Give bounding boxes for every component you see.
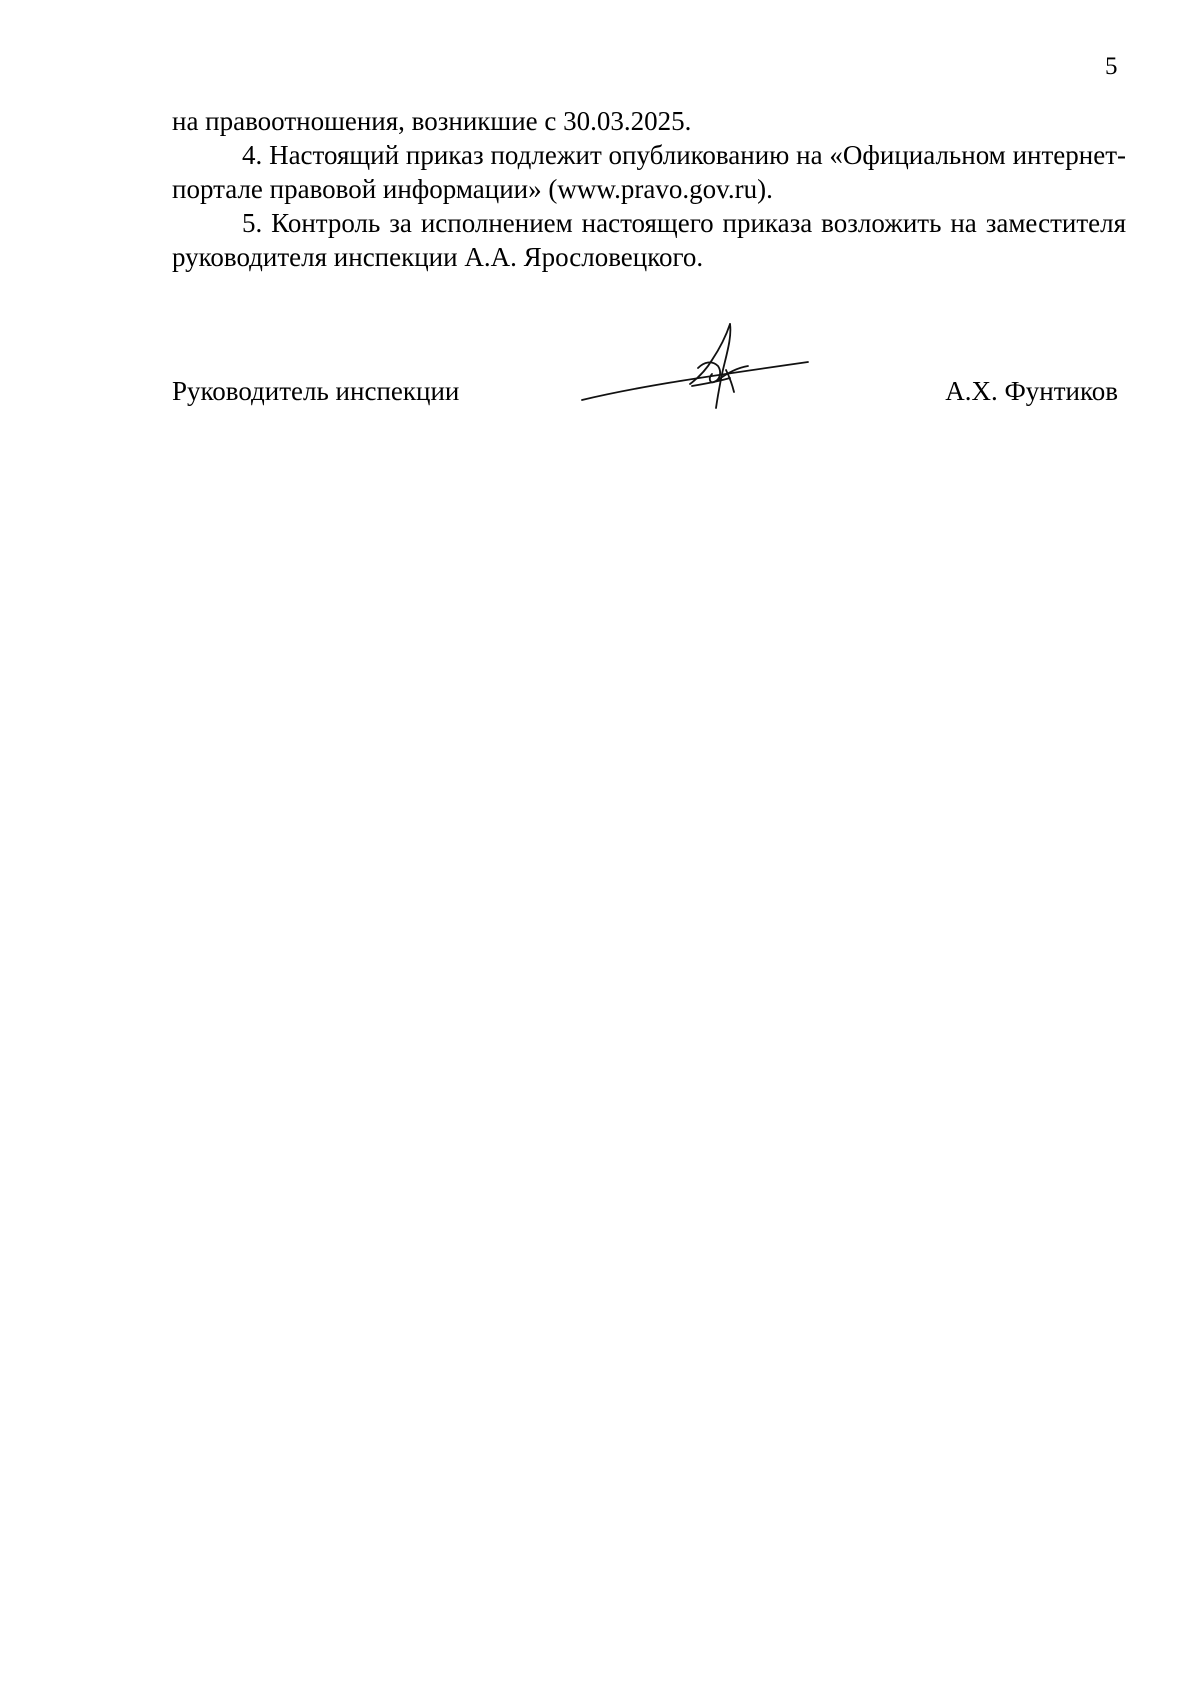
paragraph-item-4: 4. Настоящий приказ подлежит опубликованию на «Официальном интернет-портале правовой информации» (www.pravo.gov.ru). bbox=[172, 140, 1126, 204]
page-number: 5 bbox=[1105, 53, 1118, 80]
paragraph-continuation: на правоотношения, возникшие с 30.03.2025. bbox=[172, 106, 692, 136]
signatory-position: Руководитель инспекции bbox=[172, 376, 460, 406]
handwritten-signature bbox=[580, 322, 820, 412]
document-body bbox=[172, 104, 1126, 274]
signatory-name: А.Х. Фунтиков bbox=[945, 376, 1118, 406]
paragraph-item-5: 5. Контроль за исполнением настоящего приказа возложить на заместителя руководителя инспекции А.А. Ярословецкого. bbox=[172, 208, 1126, 272]
